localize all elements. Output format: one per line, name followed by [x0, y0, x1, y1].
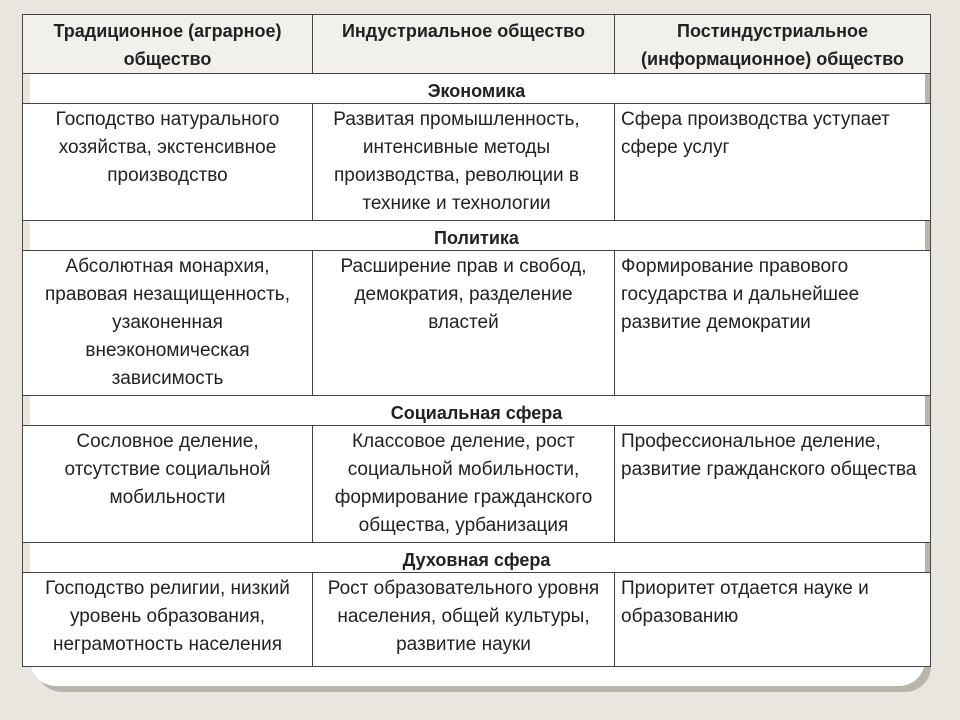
table-header-row: [23, 15, 931, 74]
section-row-social: [23, 396, 931, 426]
cell-social-postindustrial: Профессиональное деление, развитие гражданского общества: [615, 426, 931, 543]
section-title-social: Социальная сфера: [23, 396, 931, 426]
cell-social-traditional: Сословное деление, отсутствие социальной мобильности: [23, 426, 313, 543]
cell-spiritual-industrial: Рост образовательного уровня населения, общей культуры, развитие науки: [313, 573, 615, 667]
section-row-economy: [23, 74, 931, 104]
section-title-economy: Экономика: [23, 74, 931, 104]
cell-economy-postindustrial: Сфера производства уступает сфере услуг: [615, 104, 931, 221]
table-row: [23, 104, 931, 221]
section-row-politics: [23, 221, 931, 251]
cell-politics-traditional: Абсолютная монархия, правовая незащищенность, узаконенная внеэкономическая зависимость: [23, 251, 313, 396]
section-row-spiritual: [23, 543, 931, 573]
society-types-table: [22, 14, 931, 667]
cell-economy-traditional: Господство натурального хозяйства, экстенсивное производство: [23, 104, 313, 221]
header-industrial: Индустриальное общество: [313, 15, 615, 74]
section-title-politics: Политика: [23, 221, 931, 251]
cell-economy-industrial: Развитая промышленность, интенсивные методы производства, революции в технике и технологии: [313, 104, 615, 221]
cell-spiritual-traditional: Господство религии, низкий уровень образования, неграмотность населения: [23, 573, 313, 667]
header-traditional: Традиционное (аграрное) общество: [23, 15, 313, 74]
cell-politics-industrial: Расширение прав и свобод, демократия, разделение властей: [313, 251, 615, 396]
cell-politics-postindustrial: Формирование правового государства и дальнейшее развитие демократии: [615, 251, 931, 396]
section-title-spiritual: Духовная сфера: [23, 543, 931, 573]
cell-social-industrial: Классовое деление, рост социальной мобильности, формирование гражданского общества, урбанизация: [313, 426, 615, 543]
table-row: [23, 426, 931, 543]
cell-spiritual-postindustrial: Приоритет отдается науке и образованию: [615, 573, 931, 667]
table-row: [23, 573, 931, 667]
table-row: [23, 251, 931, 396]
header-postindustrial: Постиндустриальное (информационное) общество: [615, 15, 931, 74]
